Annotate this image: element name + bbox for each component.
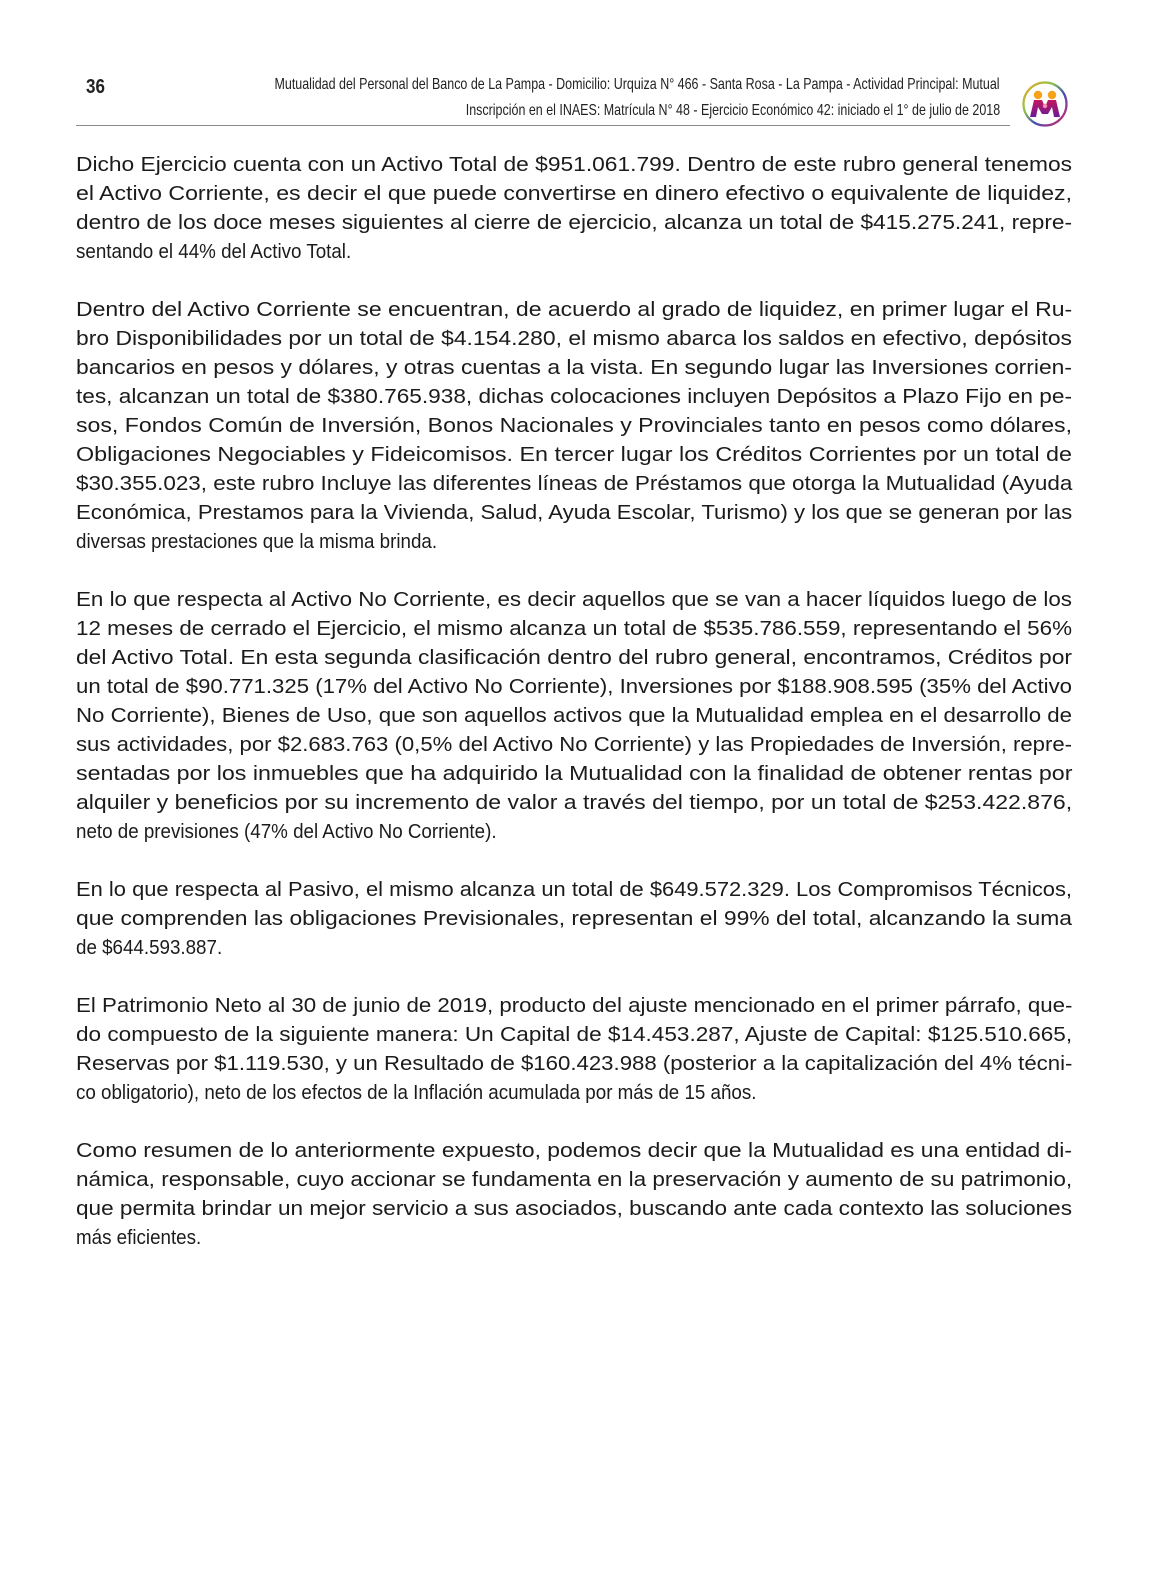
text-line: co obligatorio), neto de los efectos de la Inflación acumulada por más de 15 años.	[76, 1082, 757, 1104]
text-line: Como resumen de lo anteriormente expuesto, podemos decir que la Mutualidad es una entidad di-	[76, 1140, 1072, 1162]
text-line: tes, alcanzan un total de $380.765.938, dichas colocaciones incluyen Depósitos a Plazo Fijo en pe-	[76, 386, 1072, 408]
text-line: 12 meses de cerrado el Ejercicio, el mismo alcanza un total de $535.786.559, representando el 56%	[76, 618, 1072, 640]
text-line: un total de $90.771.325 (17% del Activo No Corriente), Inversiones por $188.908.595 (35% del Activo	[76, 676, 1072, 698]
text-line: sus actividades, por $2.683.763 (0,5% del Activo No Corriente) y las Propiedades de Inversión, repre-	[76, 734, 1072, 756]
paragraph	[76, 1137, 1072, 1253]
text-line: el Activo Corriente, es decir el que puede convertirse en dinero efectivo o equivalente de liquidez,	[76, 183, 1072, 205]
text-line: No Corriente), Bienes de Uso, que son aquellos activos que la Mutualidad emplea en el desarrollo de	[76, 705, 1072, 727]
text-line: En lo que respecta al Pasivo, el mismo alcanza un total de $649.572.329. Los Compromisos Técnicos,	[76, 879, 1072, 901]
header-divider	[76, 125, 1010, 126]
text-line: alquiler y beneficios por su incremento de valor a través del tiempo, por un total de $253.422.876,	[76, 792, 1073, 814]
text-line: Dicho Ejercicio cuenta con un Activo Total de $951.061.799. Dentro de este rubro general tenemos	[76, 154, 1072, 176]
text-line: $30.355.023, este rubro Incluye las diferentes líneas de Préstamos que otorga la Mutualidad (Ayuda	[76, 473, 1073, 495]
header-line-1: Mutualidad del Personal del Banco de La Pampa - Domicilio: Urquiza N° 466 - Santa Rosa - La Pampa - Actividad Principal: Mutual	[274, 76, 1000, 93]
text-line: námica, responsable, cuyo accionar se fundamenta en la preservación y aumento de su patrimonio,	[76, 1169, 1073, 1191]
text-line: sos, Fondos Común de Inversión, Bonos Nacionales y Provinciales tanto en pesos como dólares,	[76, 415, 1072, 437]
text-line: dentro de los doce meses siguientes al cierre de ejercicio, alcanza un total de $415.275.241, repre-	[76, 212, 1072, 234]
text-line: Dentro del Activo Corriente se encuentran, de acuerdo al grado de liquidez, en primer lugar el Ru-	[76, 299, 1073, 321]
mutual-logo-icon	[1021, 80, 1069, 128]
paragraph	[76, 296, 1072, 557]
text-line: bancarios en pesos y dólares, y otras cuentas a la vista. En segundo lugar las Inversiones corrien-	[76, 357, 1072, 379]
text-line: Económica, Prestamos para la Vivienda, Salud, Ayuda Escolar, Turismo) y los que se generan por las	[76, 502, 1073, 524]
text-line: que comprenden las obligaciones Previsionales, representan el 99% del total, alcanzando la suma	[76, 908, 1072, 930]
text-line: de $644.593.887.	[76, 937, 223, 959]
paragraph	[76, 992, 1072, 1108]
text-line: neto de previsiones (47% del Activo No Corriente).	[76, 821, 497, 843]
page-header	[76, 72, 1010, 128]
text-line: diversas prestaciones que la misma brinda.	[76, 531, 438, 553]
text-line: sentando el 44% del Activo Total.	[76, 241, 352, 263]
text-line: más eficientes.	[76, 1227, 202, 1249]
text-line: del Activo Total. En esta segunda clasificación dentro del rubro general, encontramos, Créditos por	[76, 647, 1072, 669]
text-line: El Patrimonio Neto al 30 de junio de 2019, producto del ajuste mencionado en el primer párrafo, que-	[76, 995, 1073, 1017]
text-line: sentadas por los inmuebles que ha adquirido la Mutualidad con la finalidad de obtener rentas por	[76, 763, 1073, 785]
text-line: bro Disponibilidades por un total de $4.154.280, el mismo abarca los saldos en efectivo, depósitos	[76, 328, 1072, 350]
text-line: que permita brindar un mejor servicio a sus asociados, buscando ante cada contexto las soluciones	[76, 1198, 1073, 1220]
paragraph	[76, 151, 1072, 267]
paragraph	[76, 876, 1072, 963]
text-line: Obligaciones Negociables y Fideicomisos. En tercer lugar los Créditos Corrientes por un total de	[76, 444, 1072, 466]
header-line-2: Inscripción en el INAES: Matrícula N° 48 - Ejercicio Económico 42: iniciado el 1° de julio de 2018	[465, 102, 1000, 119]
text-line: do compuesto de la siguiente manera: Un Capital de $14.453.287, Ajuste de Capital: $125.510.665,	[76, 1024, 1073, 1046]
document-body	[76, 151, 1072, 1282]
page-number: 36	[86, 76, 105, 98]
text-line: En lo que respecta al Activo No Corriente, es decir aquellos que se van a hacer líquidos luego de los	[76, 589, 1072, 611]
paragraph	[76, 586, 1072, 847]
text-line: Reservas por $1.119.530, y un Resultado de $160.423.988 (posterior a la capitalización del 4% técni-	[76, 1053, 1073, 1075]
